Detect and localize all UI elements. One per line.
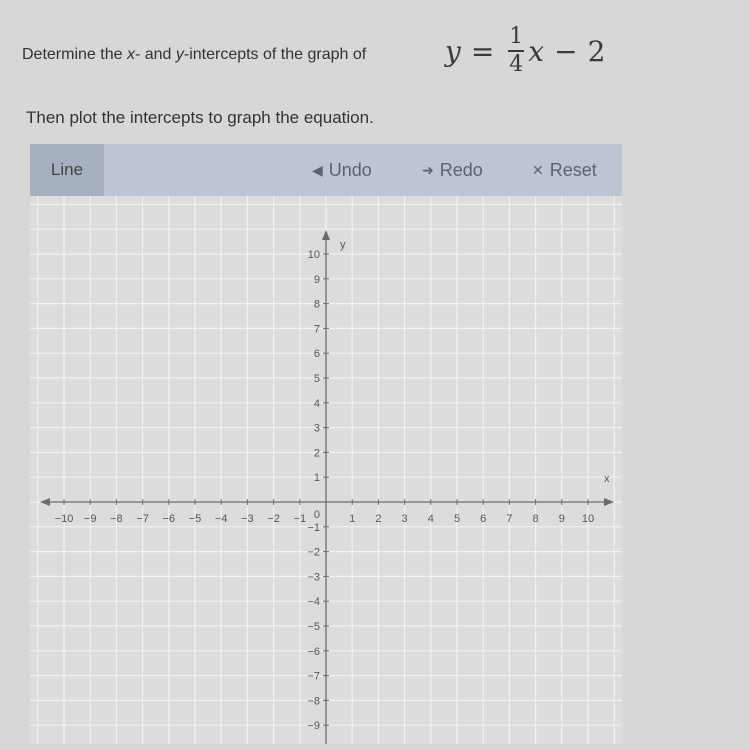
x-tick-label: −8: [110, 513, 123, 525]
equation-equals: =: [470, 34, 495, 68]
y-variable: y: [175, 46, 184, 63]
x-tick-label: −6: [162, 513, 176, 525]
graph-area[interactable]: [30, 196, 622, 744]
x-tick-label: −7: [136, 513, 149, 525]
x-tick-label: 1: [349, 513, 356, 525]
x-tick-label: −5: [188, 513, 202, 525]
y-tick-label: −9: [307, 720, 320, 733]
x-tick-label: 5: [453, 513, 461, 525]
prompt-start: Determine the: [22, 46, 127, 63]
instruction-text: Then plot the intercepts to graph the equation.: [26, 108, 374, 127]
y-tick-label: −6: [307, 645, 320, 658]
fraction-numerator: 1: [509, 24, 524, 49]
x-tick-label: −4: [214, 513, 228, 525]
equation-var: x: [528, 34, 545, 68]
y-tick-label: 8: [313, 298, 320, 311]
undo-button[interactable]: [312, 160, 372, 181]
coordinate-plane[interactable]: [30, 196, 622, 744]
reset-label: Reset: [549, 160, 597, 180]
y-axis-label: y: [340, 239, 346, 251]
y-tick-label: 7: [313, 323, 320, 336]
equation-lhs: y: [445, 34, 461, 68]
graph-toolbar: [30, 144, 622, 196]
fraction-denominator: 4: [509, 52, 524, 77]
y-tick-label: 5: [313, 373, 320, 385]
x-tick-label: −1: [293, 513, 307, 525]
y-tick-label: 9: [313, 273, 320, 286]
reset-button[interactable]: [532, 160, 597, 181]
prompt-end: -intercepts of the graph of: [183, 46, 367, 63]
x-variable: x: [126, 46, 135, 63]
arrow-left-icon: ◀: [312, 162, 323, 178]
y-tick-label: 1: [313, 472, 320, 485]
x-tick-label: −10: [54, 513, 74, 525]
equation: [445, 26, 605, 76]
redo-button[interactable]: [422, 160, 483, 181]
y-tick-label: 4: [313, 397, 320, 410]
x-tick-label: 6: [480, 513, 487, 525]
undo-label: Undo: [328, 160, 372, 180]
y-tick-label: 2: [313, 447, 320, 460]
arrow-right-icon: ➜: [422, 162, 434, 178]
origin-label: 0: [313, 509, 320, 521]
line-tool-button[interactable]: [30, 144, 104, 196]
y-tick-label: −7: [307, 670, 320, 683]
x-axis-left-arrow: [40, 498, 50, 506]
x-tick-label: 10: [581, 513, 595, 525]
x-tick-label: 4: [427, 513, 434, 525]
y-tick-label: −2: [307, 546, 320, 559]
close-icon: ✕: [532, 162, 544, 178]
y-tick-label: 3: [313, 422, 320, 435]
x-tick-label: 2: [375, 513, 382, 525]
x-axis-label: x: [604, 473, 610, 485]
prompt-mid: - and: [134, 46, 176, 63]
x-tick-label: 9: [558, 513, 565, 525]
x-tick-label: 3: [401, 513, 408, 525]
y-tick-label: 6: [313, 348, 320, 361]
x-tick-label: −3: [241, 513, 254, 525]
y-tick-label: −8: [307, 695, 320, 708]
x-tick-label: −2: [267, 513, 280, 525]
y-axis-top-arrow: [322, 230, 330, 240]
line-tool-label: Line: [50, 160, 84, 179]
x-tick-label: −9: [83, 513, 97, 525]
x-tick-label: 7: [506, 513, 513, 525]
redo-label: Redo: [439, 160, 483, 180]
equation-constant: 2: [587, 34, 606, 68]
y-tick-label: −5: [307, 621, 320, 633]
x-tick-label: 8: [532, 513, 539, 525]
y-tick-label: −1: [307, 521, 320, 534]
y-tick-label: 10: [307, 249, 320, 261]
x-axis-right-arrow: [604, 498, 614, 506]
equation-minus: −: [554, 34, 578, 68]
y-tick-label: −4: [307, 596, 320, 609]
question-prompt: [22, 46, 366, 64]
y-tick-label: −3: [307, 571, 320, 584]
equation-fraction: [508, 26, 524, 76]
